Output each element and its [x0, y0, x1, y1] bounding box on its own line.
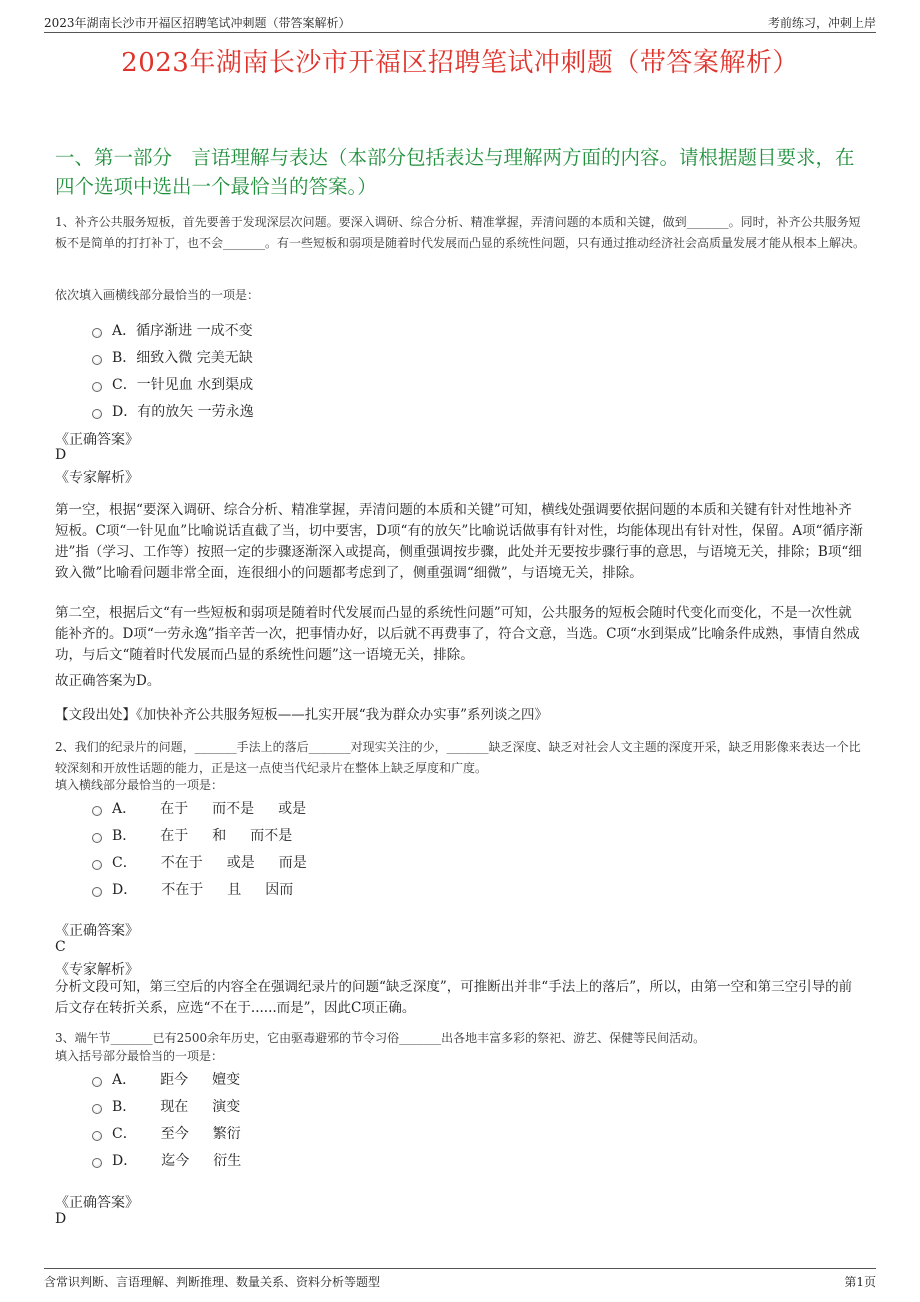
- option-d[interactable]: [92, 397, 592, 424]
- radio-icon[interactable]: [92, 355, 102, 365]
- option-part: 迄今: [161, 1152, 190, 1169]
- option-text: 有的放矢 一劳永逸: [137, 403, 254, 420]
- page-footer: [44, 1268, 876, 1289]
- radio-icon[interactable]: [92, 1077, 102, 1087]
- option-part: 而不是: [212, 800, 255, 817]
- question-1-prompt: 依次填入画横线部分最恰当的一项是：: [55, 288, 260, 302]
- answer-value: C: [55, 939, 66, 955]
- analysis-conclusion: 故正确答案为D。: [55, 673, 161, 689]
- option-text: 一针见血 水到渠成: [136, 376, 254, 393]
- answer-value: D: [55, 1211, 67, 1227]
- option-letter: D．: [112, 403, 138, 420]
- option-part: 且: [227, 881, 242, 898]
- radio-icon[interactable]: [92, 382, 102, 392]
- option-letter: A．: [112, 800, 137, 817]
- answer-heading: 《正确答案》: [55, 923, 139, 939]
- answer-heading: 《正确答案》: [55, 432, 139, 448]
- radio-icon[interactable]: [92, 1104, 102, 1114]
- option-letter: D．: [112, 1152, 138, 1169]
- radio-icon[interactable]: [92, 860, 102, 870]
- radio-icon[interactable]: [92, 833, 102, 843]
- analysis-heading: 《专家解析》: [55, 470, 139, 486]
- option-part: 演变: [212, 1098, 241, 1115]
- option-part: 而不是: [250, 827, 293, 844]
- radio-icon[interactable]: [92, 887, 102, 897]
- radio-icon[interactable]: [92, 1131, 102, 1141]
- page-header: [44, 10, 876, 33]
- question-2-options: [92, 794, 592, 902]
- option-part: 在于: [160, 827, 189, 844]
- option-a[interactable]: [92, 794, 592, 821]
- option-part: 至今: [160, 1125, 189, 1142]
- section-heading: 一、第一部分 言语理解与表达（本部分包括表达与理解两方面的内容。请根据题目要求，在四个选项中选出一个最恰当的答案。）: [55, 146, 855, 198]
- option-letter: C．: [112, 376, 137, 393]
- option-letter: C．: [112, 854, 137, 871]
- option-part: 不在于: [160, 854, 203, 871]
- option-c[interactable]: [92, 1119, 592, 1146]
- question-2-prompt: 填入横线部分最恰当的一项是：: [55, 778, 224, 792]
- option-letter: A．: [112, 1071, 137, 1088]
- option-part: 不在于: [161, 881, 204, 898]
- option-part: 距今: [160, 1071, 189, 1088]
- radio-icon[interactable]: [92, 806, 102, 816]
- option-part: 繁衍: [212, 1125, 241, 1142]
- analysis-paragraph: 分析文段可知，第三空后的内容全在强调纪录片的问题“缺乏深度”，可推断出并非“手法上的落后”，所以，由第一空和第三空引导的前后文存在转折关系，应选“不在于......而是”，因此C项正确。: [55, 979, 853, 1016]
- option-d[interactable]: [92, 875, 592, 902]
- option-part: 或是: [226, 854, 255, 871]
- question-3-prompt: 填入括号部分最恰当的一项是：: [55, 1049, 224, 1063]
- option-part: 现在: [160, 1098, 189, 1115]
- option-part: 嬗变: [212, 1071, 241, 1088]
- option-a[interactable]: [92, 1065, 592, 1092]
- answer-heading: 《正确答案》: [55, 1195, 139, 1211]
- header-doc-title: 2023年湖南长沙市开福区招聘笔试冲刺题（带答案解析）: [44, 16, 351, 30]
- option-b[interactable]: [92, 1092, 592, 1119]
- page-title: 2023年湖南长沙市开福区招聘笔试冲刺题（带答案解析）: [121, 48, 799, 78]
- option-letter: B．: [112, 349, 137, 366]
- option-letter: B．: [112, 827, 137, 844]
- source-note: 【文段出处】《加快补齐公共服务短板——扎实开展“我为群众办实事”系列谈之四》: [55, 707, 549, 723]
- option-b[interactable]: [92, 821, 592, 848]
- option-a[interactable]: [92, 316, 592, 343]
- question-3-options: [92, 1065, 592, 1173]
- analysis-paragraph: 第一空，根据“要深入调研、综合分析、精准掌握，弄清问题的本质和关键”可知，横线处强调要依据问题的本质和关键有针对性地补齐短板。C项“一针见血”比喻说话直截了当，切中要害，D项“有的放矢”比喻说话做事有针对性，均能体现出有针对性，保留。A项“循序渐进”指（学习、工作等）按照一定的步骤逐渐深入或提高，侧重强调按步骤，此处并无要按步骤行事的意思，与语境无关，排除；B项“细致入微”比喻看问题非常全面，连很细小的问题都考虑到了，侧重强调“细微”，与语境无关，排除。: [55, 502, 863, 581]
- analysis-paragraph: 第二空，根据后文“有一些短板和弱项是随着时代发展而凸显的系统性问题”可知，公共服务的短板会随时代变化而变化，不是一次性就能补齐的。D项“一劳永逸”指辛苦一次，把事情办好，以后就不再费事了，符合文意，当选。C项“水到渠成”比喻条件成熟，事情自然成功，与后文“随着时代发展而凸显的系统性问题”这一语境无关，排除。: [55, 605, 860, 663]
- option-b[interactable]: [92, 343, 592, 370]
- footer-note: 含常识判断、言语理解、判断推理、数量关系、资料分析等题型: [44, 1275, 381, 1289]
- option-letter: A．: [112, 322, 137, 339]
- option-part: 或是: [278, 800, 307, 817]
- option-part: 因而: [265, 881, 294, 898]
- radio-icon[interactable]: [92, 1158, 102, 1168]
- option-part: 在于: [160, 800, 189, 817]
- option-text: 细致入微 完美无缺: [136, 349, 253, 366]
- page-number: 第1页: [844, 1275, 876, 1289]
- header-slogan: 考前练习，冲刺上岸: [767, 16, 876, 30]
- option-part: 和: [212, 827, 227, 844]
- option-c[interactable]: [92, 370, 592, 397]
- question-2-stem: 2、我们的纪录片的问题，_______手法上的落后_______对现实关注的少，_______缺乏深度、缺乏对社会人文主题的深度开采，缺乏用影像来表达一个比较深刻和开放性话题的能力，正是这一点使当代纪录片在整体上缺乏厚度和广度。: [55, 740, 861, 775]
- radio-icon[interactable]: [92, 409, 102, 419]
- question-3-stem: 3、端午节_______已有2500余年历史，它由驱毒避邪的节令习俗_______出各地丰富多彩的祭祀、游艺、保健等民间活动。: [55, 1031, 706, 1045]
- option-c[interactable]: [92, 848, 592, 875]
- option-letter: D．: [112, 881, 138, 898]
- question-1-stem: 1、补齐公共服务短板，首先要善于发现深层次问题。要深入调研、综合分析、精准掌握，弄清问题的本质和关键，做到_______。同时，补齐公共服务短板不是简单的打打补丁，也不会_______。有一些短板和弱项是随着时代发展而凸显的系统性问题，只有通过推动经济社会高质量发展才能从根本上解决。: [55, 215, 866, 250]
- option-letter: C．: [112, 1125, 137, 1142]
- option-part: 衍生: [213, 1152, 242, 1169]
- option-text: 循序渐进 一成不变: [136, 322, 253, 339]
- answer-value: D: [55, 447, 67, 463]
- option-d[interactable]: [92, 1146, 592, 1173]
- option-part: 而是: [278, 854, 307, 871]
- radio-icon[interactable]: [92, 328, 102, 338]
- option-letter: B．: [112, 1098, 137, 1115]
- question-1-options: [92, 316, 592, 424]
- analysis-heading: 《专家解析》: [55, 962, 139, 978]
